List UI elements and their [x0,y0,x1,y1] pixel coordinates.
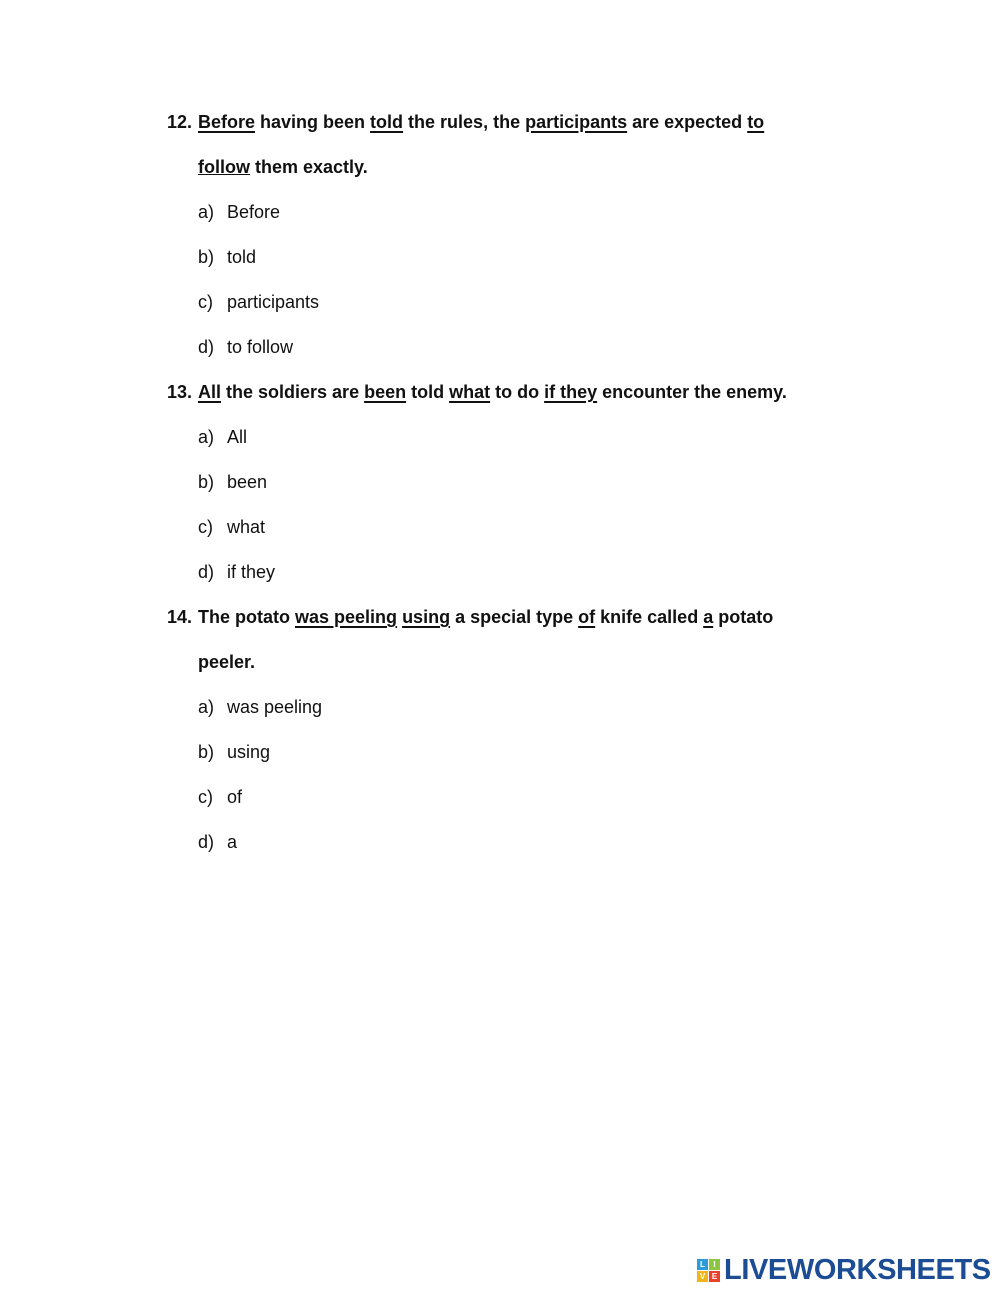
underlined-segment: a [703,607,714,627]
text-segment: potato [713,607,774,627]
question-number: 14. [167,607,193,627]
underlined-segment: Before [198,112,256,132]
underlined-segment: been [364,382,407,402]
option-text: what [227,517,266,537]
question-stem [167,374,867,419]
text-segment: are expected [627,112,748,132]
answer-option[interactable] [167,509,867,554]
underlined-segment: using [402,607,451,627]
question-stem [167,104,867,149]
answer-option[interactable] [167,329,867,374]
option-letter: c) [198,292,213,312]
logo-block: V [697,1271,708,1282]
logo-text: LIVEWORKSHEETS [724,1253,991,1286]
option-letter: b) [198,472,215,492]
text-segment: to do [490,382,545,402]
option-letter: d) [198,562,215,582]
answer-option[interactable] [167,554,867,599]
text-segment: them exactly. [250,157,368,177]
underlined-segment: follow [198,157,250,177]
option-letter: a) [198,427,215,447]
logo-block: I [709,1259,720,1270]
liveworksheets-logo[interactable] [697,1254,991,1286]
answer-option[interactable] [167,194,867,239]
underlined-segment: participants [525,112,628,132]
text-segment: told [406,382,450,402]
answer-option[interactable] [167,689,867,734]
question-14 [167,599,867,869]
answer-option[interactable] [167,419,867,464]
option-letter: c) [198,517,213,537]
answer-option[interactable] [167,734,867,779]
question-text-continued [167,644,867,689]
text-segment: encounter the enemy. [597,382,787,402]
underlined-segment: told [370,112,404,132]
option-text: to follow [227,337,294,357]
text-segment: having been [255,112,371,132]
option-text: Before [227,202,281,222]
option-text: was peeling [227,697,323,717]
option-letter: a) [198,202,215,222]
question-stem [167,599,867,644]
underlined-segment: of [578,607,596,627]
answer-option[interactable] [167,824,867,869]
answer-option[interactable] [167,284,867,329]
underlined-segment: what [449,382,491,402]
option-letter: b) [198,742,215,762]
option-text: told [227,247,257,267]
answer-option[interactable] [167,239,867,284]
text-segment: The potato [198,607,295,627]
underlined-segment: was peeling [295,607,398,627]
text-segment: peeler. [198,652,256,672]
logo-blocks-icon [697,1259,720,1282]
logo-block: L [697,1259,708,1270]
text-segment: the rules, the [403,112,526,132]
option-letter: c) [198,787,213,807]
option-letter: d) [198,832,215,852]
option-text: if they [227,562,276,582]
question-text [198,110,867,149]
option-text: a [227,832,238,852]
answer-option[interactable] [167,464,867,509]
option-text: participants [227,292,320,312]
underlined-segment: All [198,382,222,402]
option-text: been [227,472,268,492]
question-13 [167,374,867,599]
option-text: using [227,742,271,762]
question-text [198,380,867,419]
question-number: 13. [167,382,193,402]
logo-block: E [709,1271,720,1282]
text-segment: knife called [595,607,704,627]
text-segment: the soldiers are [221,382,365,402]
option-letter: a) [198,697,215,717]
option-letter: d) [198,337,215,357]
underlined-segment: if they [544,382,598,402]
answer-option[interactable] [167,779,867,824]
question-12 [167,104,867,374]
question-number: 12. [167,112,193,132]
option-text: All [227,427,248,447]
question-text-continued [167,149,867,194]
option-text: of [227,787,243,807]
underlined-segment: to [747,112,765,132]
text-segment: a special type [450,607,579,627]
option-letter: b) [198,247,215,267]
question-text [198,605,867,644]
